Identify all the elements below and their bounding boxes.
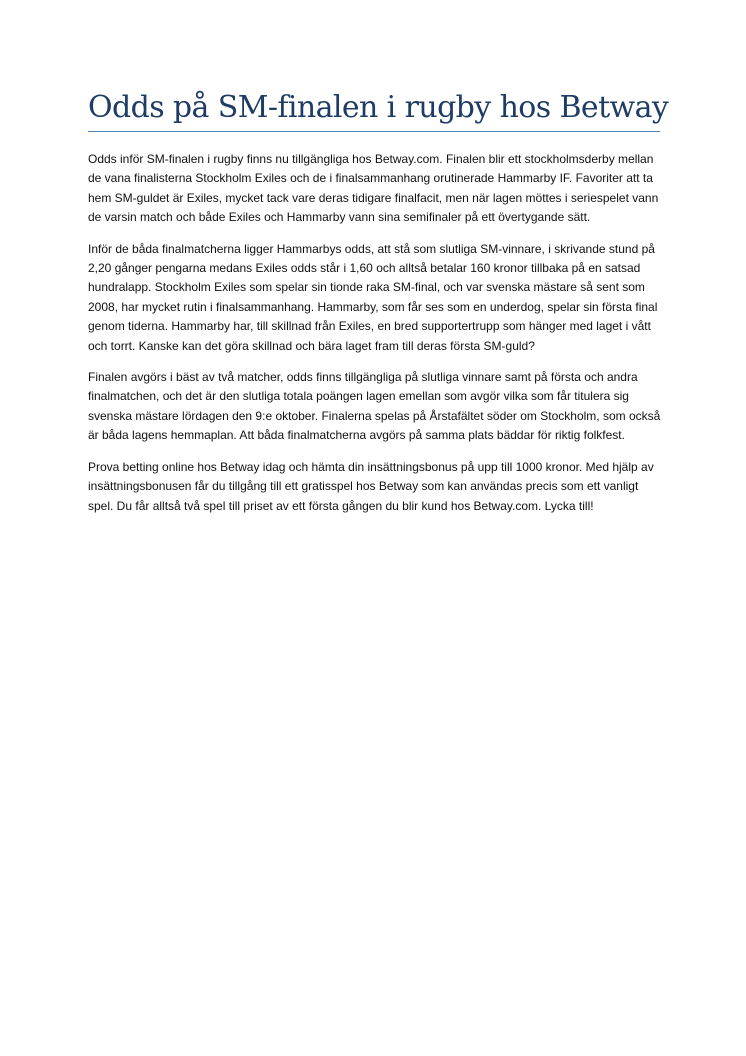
paragraph-3: Finalen avgörs i bäst av två matcher, odds finns tillgängliga på slutliga vinnare samt på första och andra finalmatchen, och det är den slutliga totala poängen lagen emellan som avgör vilka som får titulera sig svenska mästare lördagen den 9:e oktober. Finalerna spelas på Årstafältet söder om Stockholm, som också är båda lagens hemmaplan. Att båda finalmatcherna avgörs på samma plats bäddar för riktig folkfest. xyxy=(88,370,661,443)
paragraph-4: Prova betting online hos Betway idag och hämta din insättningsbonus på upp till 1000 kronor. Med hjälp av insättningsbonusen får du tillgång till ett gratisspel hos Betway som kan användas precis som ett vanligt spel. Du får alltså två spel till priset av ett första gången du blir kund hos Betway.com. Lycka till! xyxy=(88,459,654,513)
paragraph-1: Odds inför SM-finalen i rugby finns nu tillgängliga hos Betway.com. Finalen blir ett stockholmsderby mellan de vana finalisterna Stockholm Exiles och de i finalsammanhang orutinerade Hammarby IF. Favoriter att ta hem SM-guldet är Exiles, mycket tack vare deras tidigare finalfacit, men när lagen möttes i seriespelet vann de varsin match och både Exiles och Hammarby vann sina semifinaler på ett övertygande sätt. xyxy=(88,152,659,225)
document-title: Odds på SM-finalen i rugby hos Betway xyxy=(88,90,669,125)
document-body xyxy=(88,150,662,528)
paragraph-2: Inför de båda finalmatcherna ligger Hammarbys odds, att stå som slutliga SM-vinnare, i skrivande stund på 2,20 gånger pengarna medans Exiles odds står i 1,60 och alltså betalar 160 kronor tillbaka på en satsad hundralapp. Stockholm Exiles som spelar sin tionde raka SM-final, och var svenska mästare så sent som 2008, har mycket rutin i finalsammanhang. Hammarby, som får ses som en underdog, spelar sin första final genom tiderna. Hammarby har, till skillnad från Exiles, en bred supportertrupp som hänger med laget i vått och torrt. Kanske kan det göra skillnad och bära laget fram till deras första SM-guld? xyxy=(88,241,658,353)
title-underline xyxy=(88,131,660,132)
